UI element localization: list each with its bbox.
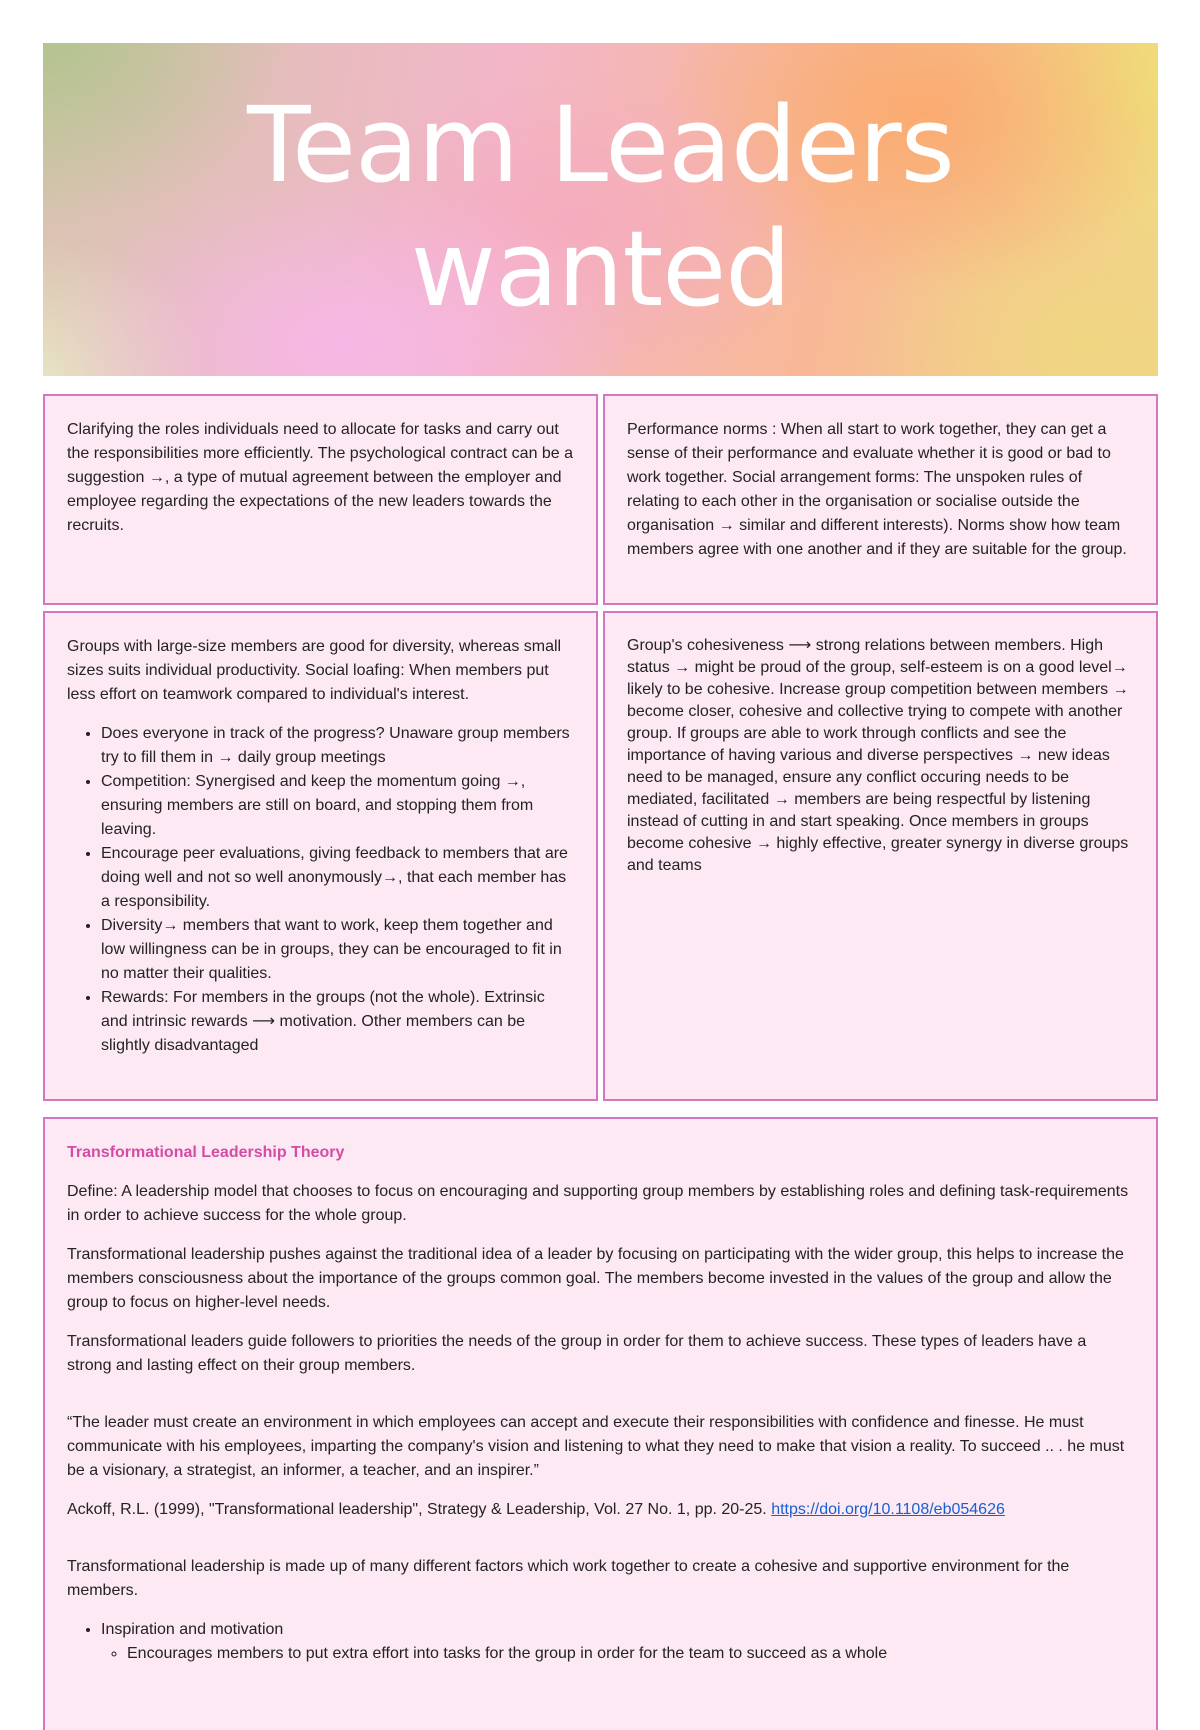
theory-paragraph: Transformational leadership is made up of many different factors which work together to create a cohesive and supportive environment for the members. [67, 1558, 1070, 1599]
list-item: ◦ Encourages members to put extra effort into tasks for the group in order for the team to succeed as a whole [127, 1642, 1134, 1666]
list-item: • Diversity→ members that want to work, keep them together and low willingness can be in groups, they can be encouraged to fit in no matter their qualities. [101, 914, 574, 986]
roles-text: Clarifying the roles individuals need to allocate for tasks and carry out the responsibilities more efficiently. The psychological contract can be a suggestion →, a type of mutual agreement between the employer and employee regarding the expectations of the new leaders towards the recruits. [67, 421, 574, 534]
roles-box [43, 394, 598, 605]
page-title [43, 83, 1158, 331]
spacer [67, 1393, 1134, 1411]
list-item: • Does everyone in track of the progress? Unaware group members try to fill them in → daily group meetings [101, 722, 574, 770]
norms-text: Performance norms : When all start to work together, they can get a sense of their performance and evaluate whether it is good or bad to work together. Social arrangement forms: The unspoken rules of relating to each other in the organisation or socialise outside the organisation → similar and different interests). Norms show how team members agree with one another and if they are suitable for the group. [627, 421, 1127, 558]
groups-box [43, 611, 598, 1101]
theory-paragraph: Transformational leaders guide followers to priorities the needs of the group in order for them to achieve success. These types of leaders have a strong and lasting effect on their group members. [67, 1333, 1087, 1374]
list-item: • Competition: Synergised and keep the momentum going →, ensuring members are still on board, and stopping them from leaving. [101, 770, 574, 842]
theory-paragraph: Transformational leadership pushes against the traditional idea of a leader by focusing on participating with the wider group, this helps to increase the members consciousness about the importance of the groups common goal. The members become invested in the values of the group and allow the group to focus on higher-level needs. [67, 1246, 1124, 1311]
groups-bullet-list [67, 722, 574, 1058]
factor-sub-list [101, 1642, 1134, 1666]
list-item [101, 1618, 1134, 1666]
list-item: • Rewards: For members in the groups (not the whole). Extrinsic and intrinsic rewards ⟶ motivation. Other members can be slightly disadvantaged [101, 986, 574, 1058]
spacer [67, 1537, 1134, 1555]
theory-define: Define: A leadership model that chooses to focus on encouraging and supporting group members by establishing roles and defining task-requirements in order to achieve success for the whole group. [67, 1183, 1129, 1224]
factor-label: Inspiration and motivation [101, 1621, 284, 1638]
list-item: • Encourage peer evaluations, giving feedback to members that are doing well and not so well anonymously→, that each member has a responsibility. [101, 842, 574, 914]
theory-box [43, 1117, 1158, 1730]
cohesiveness-box [603, 611, 1158, 1101]
title-line-2: wanted [410, 208, 791, 330]
title-line-1: Team Leaders [247, 84, 954, 206]
doi-link[interactable]: https://doi.org/10.1108/eb054626 [771, 1501, 1005, 1518]
groups-intro: Groups with large-size members are good for diversity, whereas small sizes suits individual productivity. Social loafing: When members put less effort on teamwork compared to individual's interest. [67, 638, 562, 703]
cohesiveness-text: Group's cohesiveness ⟶ strong relations between members. High status → might be proud of the group, self-esteem is on a good level→ likely to be cohesive. Increase group competition between members → become closer, cohesive and collective trying to compete with another group. If groups are able to work through conflicts and see the importance of having various and diverse perspectives → new ideas need to be managed, ensure any conflict occuring needs to be mediated, facilitated → members are being respectful by listening instead of cutting in and start speaking. Once members in groups become cohesive → highly effective, greater synergy in diverse groups and teams [627, 637, 1129, 874]
citation-text: Ackoff, R.L. (1999), "Transformational leadership", Strategy & Leadership, Vol. 27 No. 1, pp. 20-25. [67, 1501, 772, 1518]
hero-banner [43, 43, 1158, 376]
norms-box [603, 394, 1158, 605]
theory-heading: Transformational Leadership Theory [67, 1144, 345, 1161]
theory-quote: “The leader must create an environment in which employees can accept and execute their responsibilities with confidence and finesse. He must communicate with his employees, imparting the company's vision and listening to what they need to make that vision a reality. To succeed .. . he must be a visionary, a strategist, an informer, a teacher, and an inspirer.” [67, 1414, 1125, 1479]
theory-citation [67, 1498, 1134, 1522]
factors-list [67, 1618, 1134, 1666]
